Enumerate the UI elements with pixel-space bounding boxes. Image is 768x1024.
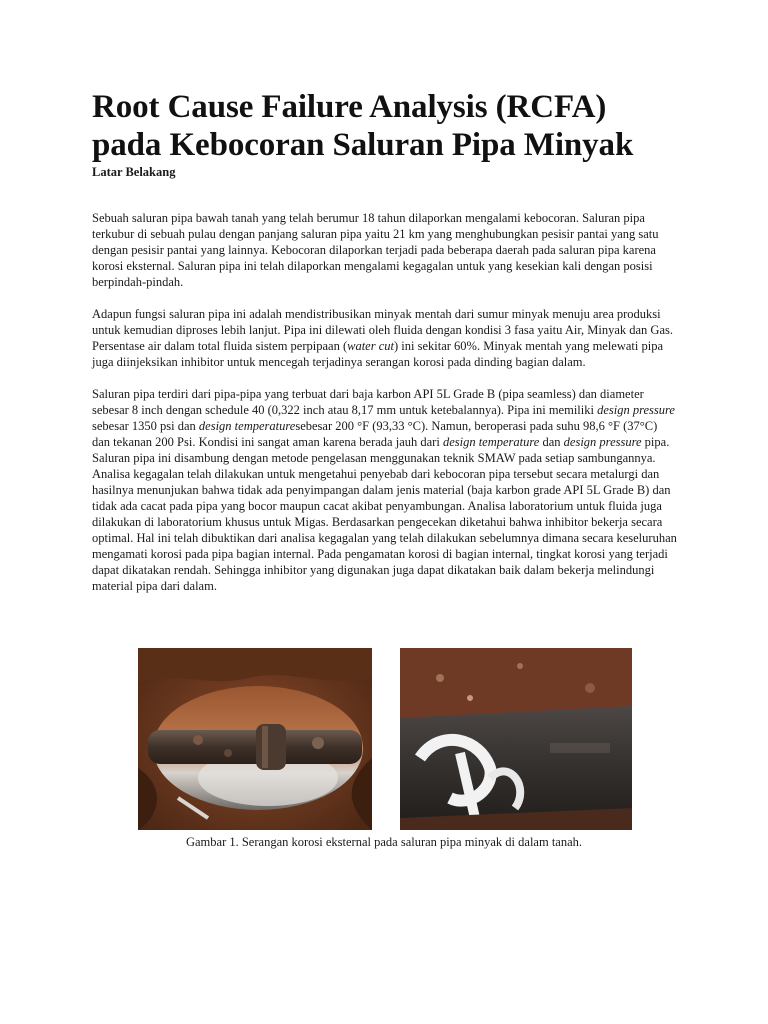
- text-run: sebesar 1350 psi dan: [92, 419, 199, 433]
- title-line-1: Root Cause Failure Analysis (RCFA): [92, 89, 607, 125]
- figure-photos: [138, 648, 632, 830]
- paragraph-4: Analisa kegagalan telah dilakukan untuk mengetahui penyebab dari kebocoran pipa tersebut secara metalurgi dan hasilnya menunjukan bahwa tidak ada penyimpangan dalam jenis material (baja karbon grade API 5L Grade B) dan tidak ada cacat pada pipa yang bocor maupun cacat akibat penyambungan. Analisa laboratorium untuk fluida juga dilakukan di laboratorium khusus untuk Migas. Berdasarkan pengecekan diketahui bahwa inhibitor bekerja secara optimal. Hal ini telah dibuktikan dari analisa kegagalan yang telah dilakukan sebelumnya dimana secara keseluruhan mengamati korosi pada pipa bagian internal. Pada pengamatan korosi di bagian internal, tingkat korosi yang terjadi dapat dikatakan rendah. Sehingga inhibitor yang digunakan juga dapat dikatakan baik dalam bekerja melindungi material pipa dari dalam.: [92, 467, 677, 593]
- section-heading: Latar Belakang: [92, 165, 176, 179]
- italic-term: design temperature: [442, 435, 540, 449]
- italic-term: design pressure: [597, 403, 675, 417]
- paragraph-3: [92, 386, 678, 466]
- text-run: Saluran pipa terdiri dari pipa-pipa yang terbuat dari baja karbon API 5L Grade B (pipa seamless) dan diameter sebesar 8 inch dengan schedule 40 (0,322 inch atau 8,17 mm untuk ketebalannya). Pipa ini memiliki: [92, 387, 644, 417]
- page-title: [92, 88, 678, 164]
- paragraph-2: [92, 306, 678, 370]
- italic-term: design pressure: [563, 435, 642, 449]
- text-run: ) ini sekitar 60%. Minyak mentah yang melewati pipa juga diinjeksikan inhibitor untuk mencegah terjadinya serangan korosi pada dinding bagian dalam.: [92, 339, 664, 369]
- paragraph-1: Sebuah saluran pipa bawah tanah yang telah berumur 18 tahun dilaporkan mengalami kebocoran. Saluran pipa terkubur di sebuah pulau dengan panjang saluran pipa yaitu 21 km yang menghubungkan pesisir pantai yang satu dengan pesisir pantai yang lainnya. Kebocoran dilaporkan terjadi pada beberapa daerah pada saluran pipa karena korosi eksternal. Saluran pipa ini telah dilaporkan mengalami kegagalan untuk yang kesekian kali dengan posisi berpindah-pindah.: [92, 211, 659, 289]
- italic-term: design temperature: [198, 419, 296, 433]
- corroded-pipe-photo-2: [400, 648, 632, 830]
- title-line-2: pada Kebocoran Saluran Pipa Minyak: [92, 127, 634, 163]
- italic-term: water cut: [347, 339, 394, 353]
- figure-caption: Gambar 1. Serangan korosi eksternal pada saluran pipa minyak di dalam tanah.: [185, 835, 583, 849]
- text-run: pipa. Saluran pipa ini disambung dengan metode pengelasan menggunakan teknik SMAW pada setiap sambungannya.: [92, 435, 670, 465]
- text-run: Adapun fungsi saluran pipa ini adalah mendistribusikan minyak mentah dari sumur minyak menuju area produksi untuk kemudian diproses lebih lanjut. Pipa ini dilewati oleh fluida dengan kondisi 3 fasa yaitu Air, Minyak dan Gas. Persentase air dalam total fluida sistem perpipaan (: [92, 307, 673, 353]
- document-body: [92, 88, 678, 594]
- text-run: sebesar 200 °F (93,33 °C). Namun, beroperasi pada suhu 98,6 °F (37°C) dan tekanan 200 Psi. Kondisi ini sangat aman karena berada jauh dari: [92, 419, 658, 449]
- corroded-pipe-photo-1: [138, 648, 372, 830]
- text-run: dan: [539, 435, 564, 449]
